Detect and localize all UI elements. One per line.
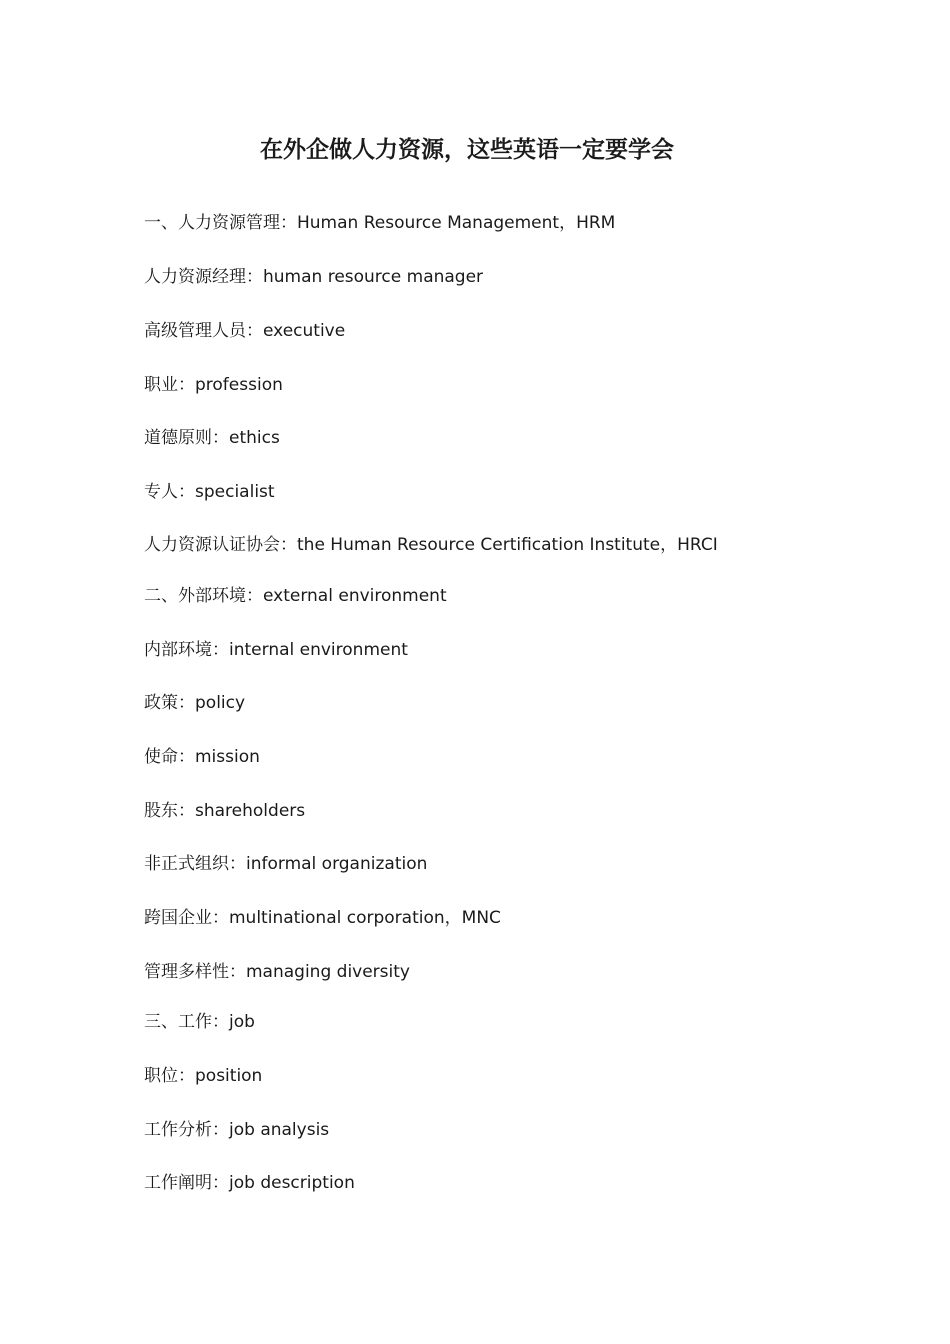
chinese-term: 政策 — [144, 693, 178, 713]
chinese-term: 职业 — [144, 375, 178, 395]
chinese-term: 跨国企业 — [144, 908, 212, 928]
chinese-term: 人力资源认证协会 — [144, 535, 280, 555]
separator: ： — [229, 962, 246, 982]
chinese-term: 股东 — [144, 801, 178, 821]
list-item — [144, 480, 275, 504]
english-term: position — [195, 1066, 263, 1086]
chinese-term: 三、工作 — [144, 1012, 212, 1032]
list-item — [144, 638, 408, 662]
list-item — [144, 852, 427, 876]
page-title: 在外企做人力资源，这些英语一定要学会 — [260, 137, 674, 163]
chinese-term: 管理多样性 — [144, 962, 229, 982]
separator: ： — [246, 321, 263, 341]
english-term: job description — [229, 1173, 355, 1193]
list-item — [144, 426, 280, 450]
separator: ： — [178, 482, 195, 502]
english-term: human resource manager — [263, 267, 484, 287]
separator: ： — [246, 586, 263, 606]
chinese-term: 一、人力资源管理 — [144, 213, 280, 233]
chinese-term: 职位 — [144, 1066, 178, 1086]
english-term: ethics — [229, 428, 280, 448]
english-term: the Human Resource Certification Institute，HRCI — [297, 535, 718, 555]
english-term: job — [229, 1012, 255, 1032]
separator: ： — [212, 428, 229, 448]
english-term: informal organization — [246, 854, 428, 874]
separator: ： — [178, 693, 195, 713]
separator: ： — [212, 1120, 229, 1140]
list-item — [144, 319, 345, 343]
english-term: external environment — [263, 586, 447, 606]
list-item — [144, 265, 483, 289]
chinese-term: 人力资源经理 — [144, 267, 246, 287]
separator: ： — [212, 1012, 229, 1032]
english-term: Human Resource Management，HRM — [297, 213, 616, 233]
english-term: internal environment — [229, 640, 408, 660]
list-item — [144, 960, 410, 984]
chinese-term: 专人 — [144, 482, 178, 502]
english-term: multinational corporation，MNC — [229, 908, 501, 928]
english-term: managing diversity — [246, 962, 410, 982]
list-item — [144, 584, 447, 608]
list-item — [144, 906, 501, 930]
chinese-term: 使命 — [144, 747, 178, 767]
separator: ： — [280, 213, 297, 233]
chinese-term: 工作阐明 — [144, 1173, 212, 1193]
separator: ： — [178, 375, 195, 395]
list-item — [144, 745, 260, 769]
chinese-term: 二、外部环境 — [144, 586, 246, 606]
separator: ： — [246, 267, 263, 287]
separator: ： — [212, 908, 229, 928]
list-item — [144, 373, 283, 397]
chinese-term: 内部环境 — [144, 640, 212, 660]
separator: ： — [178, 801, 195, 821]
chinese-term: 道德原则 — [144, 428, 212, 448]
english-term: shareholders — [195, 801, 306, 821]
list-item — [144, 1118, 329, 1142]
list-item — [144, 691, 245, 715]
list-item — [144, 1010, 255, 1034]
english-term: profession — [195, 375, 283, 395]
chinese-term: 非正式组织 — [144, 854, 229, 874]
chinese-term: 高级管理人员 — [144, 321, 246, 341]
separator: ： — [212, 1173, 229, 1193]
separator: ： — [212, 640, 229, 660]
list-item — [144, 211, 615, 235]
separator: ： — [229, 854, 246, 874]
english-term: job analysis — [229, 1120, 330, 1140]
list-item — [144, 533, 718, 557]
separator: ： — [280, 535, 297, 555]
english-term: specialist — [195, 482, 275, 502]
chinese-term: 工作分析 — [144, 1120, 212, 1140]
list-item — [144, 799, 305, 823]
english-term: mission — [195, 747, 260, 767]
separator: ： — [178, 1066, 195, 1086]
separator: ： — [178, 747, 195, 767]
english-term: policy — [195, 693, 246, 713]
list-item — [144, 1171, 355, 1195]
english-term: executive — [263, 321, 346, 341]
list-item — [144, 1064, 262, 1088]
